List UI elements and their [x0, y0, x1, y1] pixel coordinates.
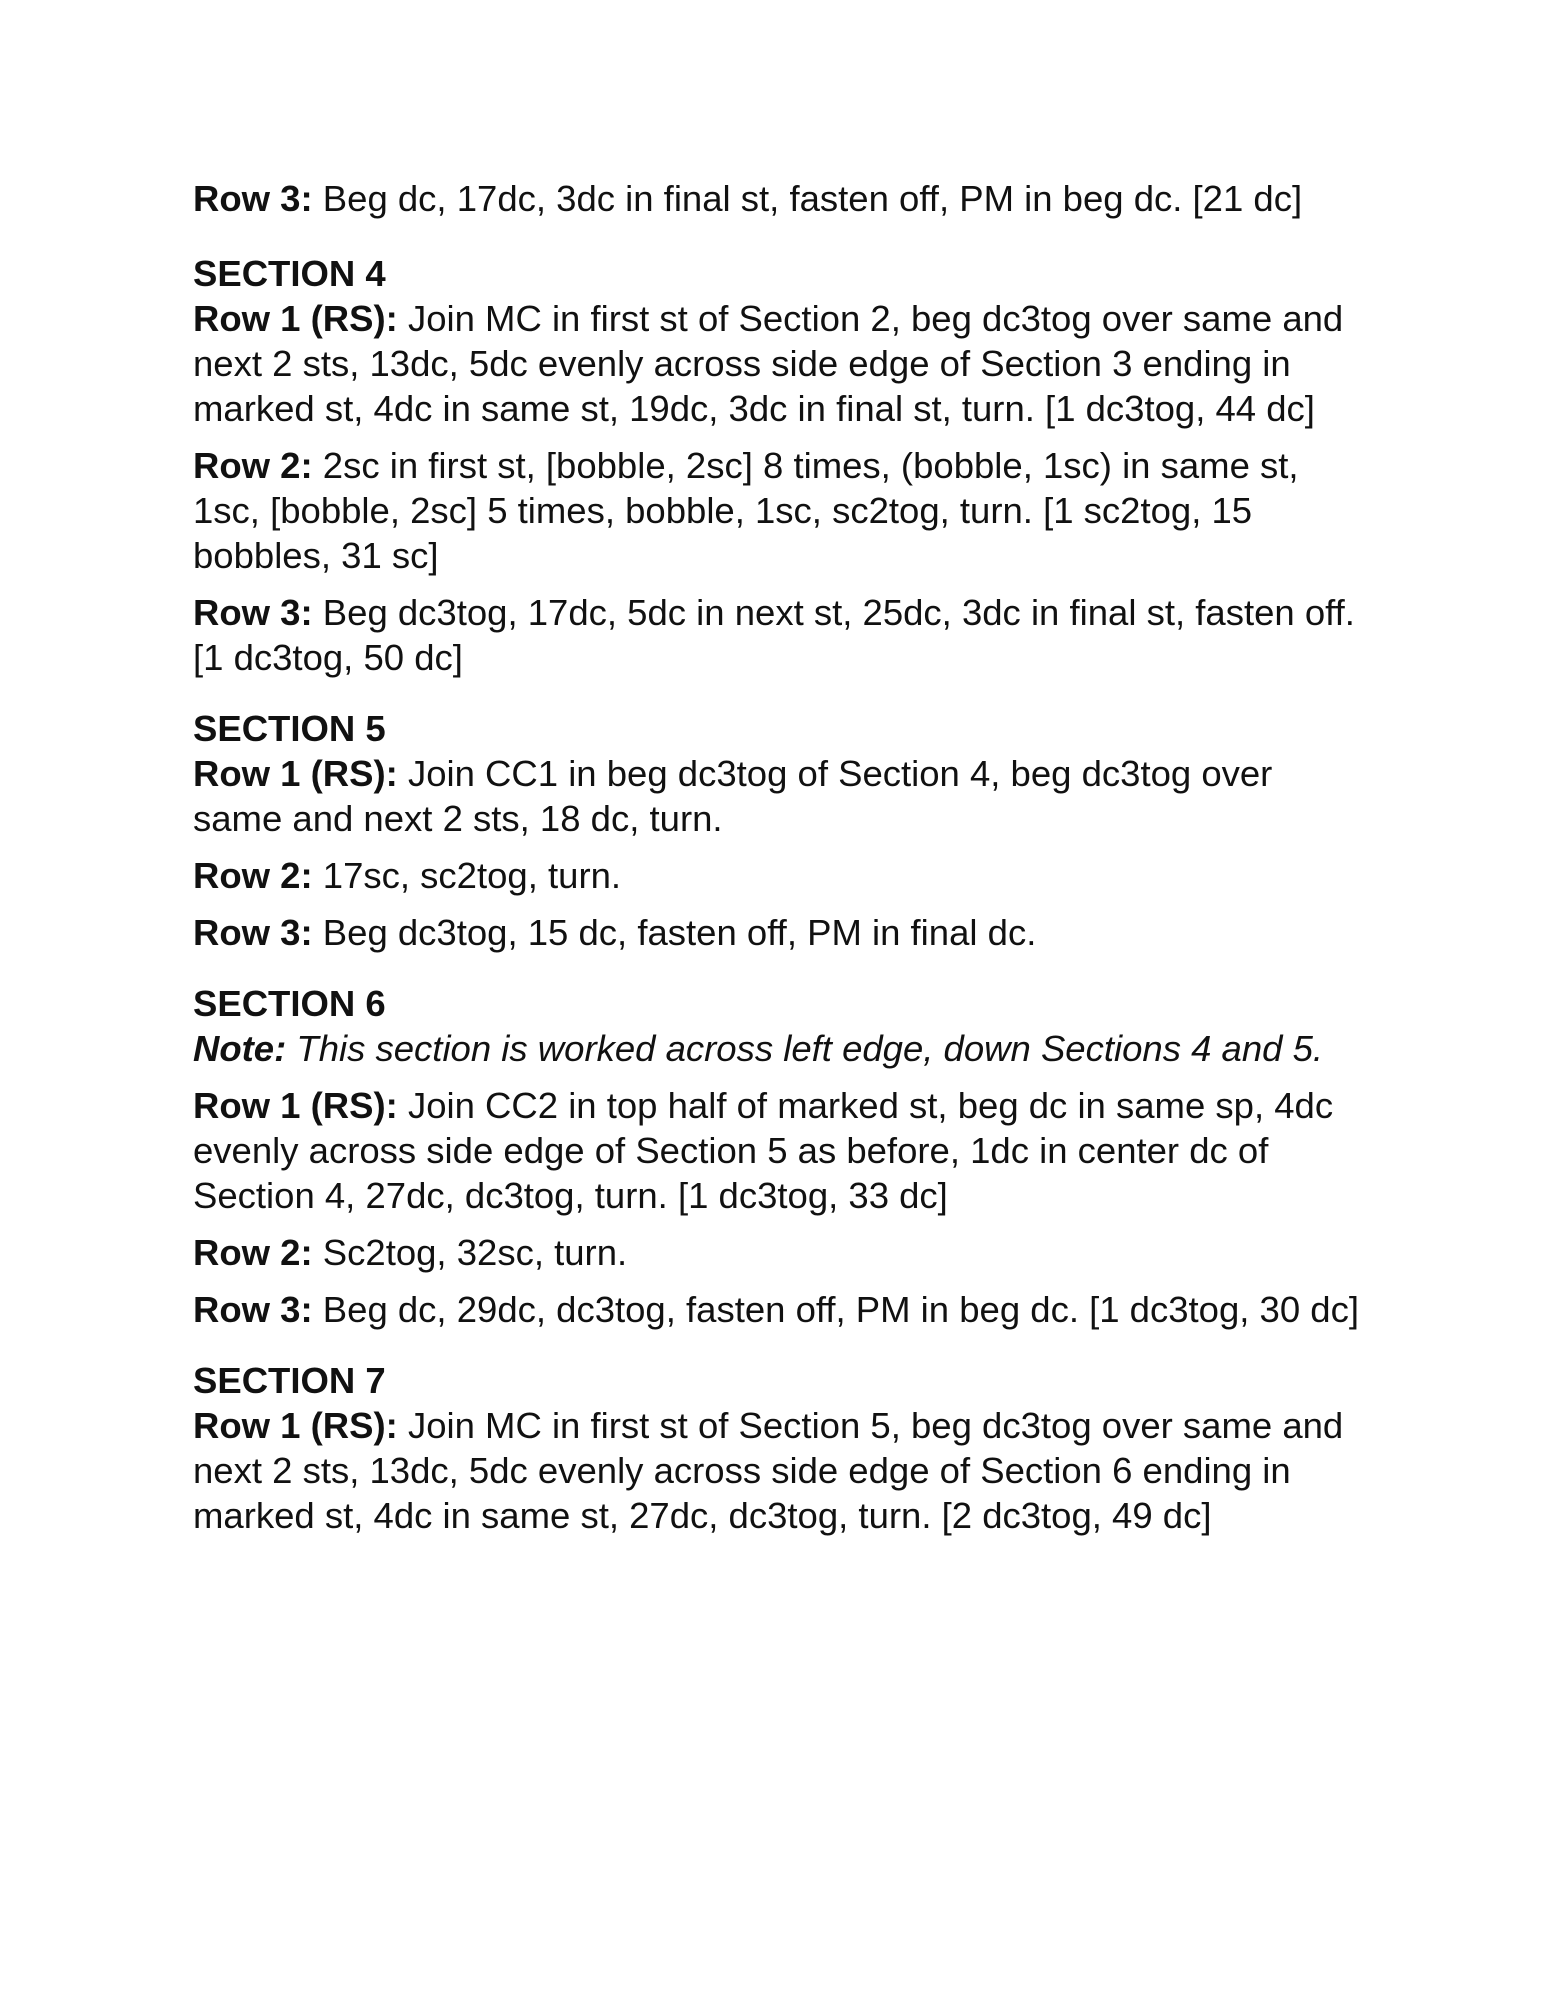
row-label: Row 1 (RS): [193, 753, 398, 794]
row-instruction [193, 176, 1368, 221]
row-text: Join CC1 in beg dc3tog of Section 4, beg dc3tog over same and next 2 sts, 18 dc, turn. [193, 753, 1273, 839]
section-heading: SECTION 7 [193, 1360, 386, 1401]
section-note [193, 1026, 1368, 1071]
row-instruction [193, 751, 1368, 841]
row-text: Sc2tog, 32sc, turn. [312, 1232, 628, 1273]
row-label: Row 3: [193, 592, 313, 633]
row-label: Row 3: [193, 1289, 313, 1330]
row-label: Row 3: [193, 912, 313, 953]
note-text: This section is worked across left edge, down Sections 4 and 5. [286, 1028, 1324, 1069]
row-label: Row 2: [193, 855, 313, 896]
row-instruction [193, 910, 1368, 955]
section-heading: SECTION 4 [193, 253, 386, 294]
section-7 [193, 1358, 1368, 1538]
row-instruction [193, 1230, 1368, 1275]
row-text: Beg dc, 17dc, 3dc in final st, fasten off, PM in beg dc. [21 dc] [312, 178, 1303, 219]
row-instruction [193, 1403, 1368, 1538]
note-label: Note: [193, 1028, 287, 1069]
row-text: Beg dc, 29dc, dc3tog, fasten off, PM in beg dc. [1 dc3tog, 30 dc] [312, 1289, 1359, 1330]
row-label: Row 1 (RS): [193, 1085, 398, 1126]
section-5 [193, 706, 1368, 955]
row-instruction [193, 443, 1368, 578]
row-label: Row 2: [193, 445, 313, 486]
row-instruction [193, 1083, 1368, 1218]
row-text: Join MC in first st of Section 2, beg dc3tog over same and next 2 sts, 13dc, 5dc evenly across side edge of Section 3 ending in marked st, 4dc in same st, 19dc, 3dc in final st, turn. [1 dc3tog, 44 dc] [193, 298, 1344, 429]
row-text: Beg dc3tog, 17dc, 5dc in next st, 25dc, 3dc in final st, fasten off. [1 dc3tog, 50 dc] [193, 592, 1355, 678]
row-label: Row 1 (RS): [193, 298, 398, 339]
row-instruction [193, 1287, 1368, 1332]
row-instruction [193, 590, 1368, 680]
section-6 [193, 981, 1368, 1332]
row-label: Row 3: [193, 178, 313, 219]
row-text: Join CC2 in top half of marked st, beg dc in same sp, 4dc evenly across side edge of Section 5 as before, 1dc in center dc of Section 4, 27dc, dc3tog, turn. [1 dc3tog, 33 dc] [193, 1085, 1334, 1216]
row-label: Row 2: [193, 1232, 313, 1273]
row-instruction [193, 853, 1368, 898]
section-heading: SECTION 6 [193, 983, 386, 1024]
row-text: Join MC in first st of Section 5, beg dc3tog over same and next 2 sts, 13dc, 5dc evenly across side edge of Section 6 ending in marked st, 4dc in same st, 27dc, dc3tog, turn. [2 dc3tog, 49 dc] [193, 1405, 1344, 1536]
section-heading: SECTION 5 [193, 708, 386, 749]
document-page [193, 176, 1368, 1564]
section-4 [193, 251, 1368, 680]
row-text: Beg dc3tog, 15 dc, fasten off, PM in final dc. [312, 912, 1037, 953]
row-text: 2sc in first st, [bobble, 2sc] 8 times, (bobble, 1sc) in same st, 1sc, [bobble, 2sc] 5 times, bobble, 1sc, sc2tog, turn. [1 sc2tog, 15 bobbles, 31 sc] [193, 445, 1299, 576]
row-label: Row 1 (RS): [193, 1405, 398, 1446]
row-text: 17sc, sc2tog, turn. [312, 855, 622, 896]
row-instruction [193, 296, 1368, 431]
